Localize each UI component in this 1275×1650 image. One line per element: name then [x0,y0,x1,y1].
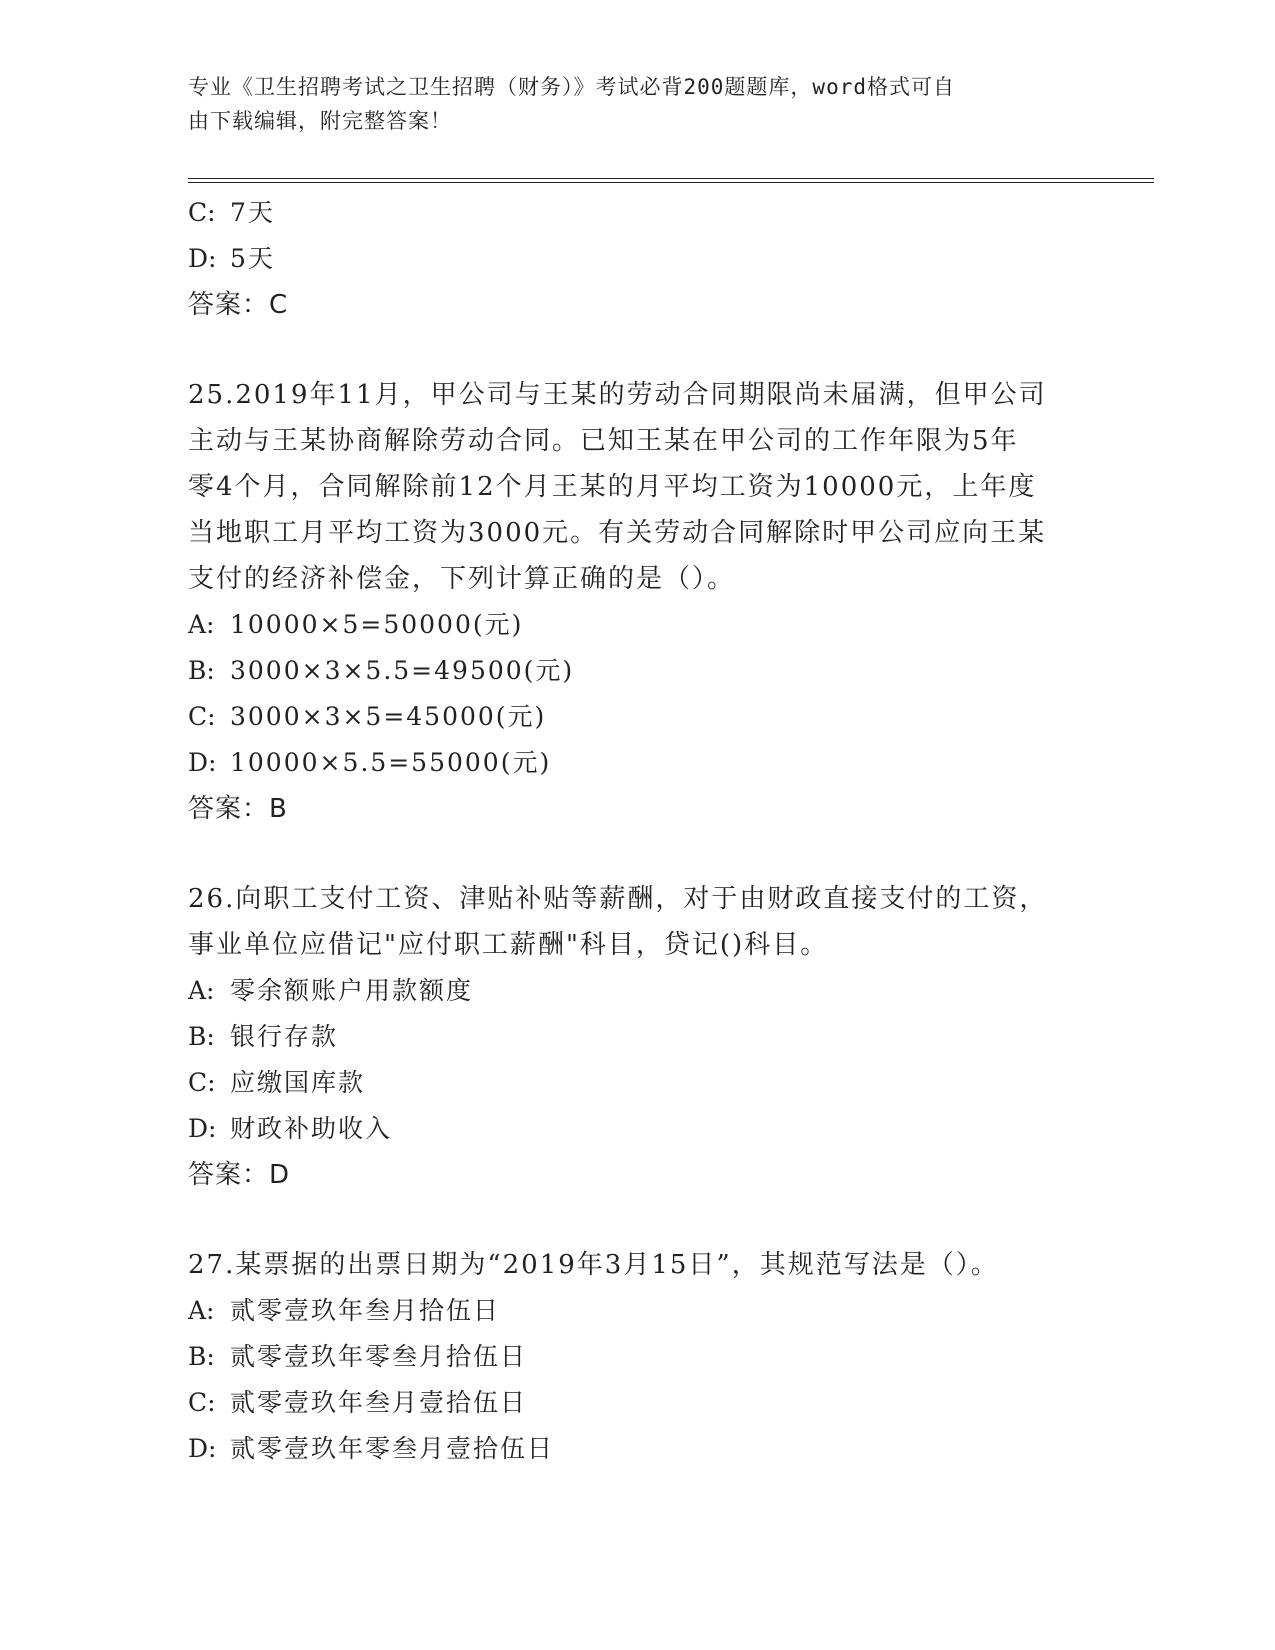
option-label: D: [188,748,217,777]
option-label: C: [188,702,216,731]
option-c [188,1060,1088,1106]
option-text: 贰零壹玖年零叁月壹拾伍日 [230,1434,555,1463]
answer: 答案：D [188,1160,291,1190]
stem-line: 当地职工月平均工资为3000元。有关劳动合同解除时甲公司应向王某 [188,518,1047,548]
option-d [188,740,1088,786]
option-a [188,968,1088,1014]
option-d [188,1426,1088,1472]
option-label: C: [188,1068,216,1097]
stem-line: 27.某票据的出票日期为“2019年3月15日”，其规范写法是（）。 [188,1250,999,1280]
option-label: B: [188,656,215,685]
option-text: 3000×3×5=45000(元) [230,702,547,731]
header-divider-top [188,178,1154,179]
option-b [188,648,1088,694]
question-stem [188,1242,1088,1288]
option-text: 贰零壹玖年叁月拾伍日 [230,1296,501,1325]
option-label: D: [188,1434,217,1463]
header-line-2: 由下载编辑，附完整答案！ [188,109,452,133]
option-text: 贰零壹玖年零叁月拾伍日 [230,1342,528,1371]
option-label: C: [188,1388,216,1417]
option-label: B: [188,1342,215,1371]
option-text: 财政补助收入 [230,1114,393,1143]
question-27 [188,1242,1088,1472]
option-label: B: [188,1022,215,1051]
stem-line: 26.向职工支付工资、津贴补贴等薪酬，对于由财政直接支付的工资， [188,884,1048,914]
option-label: A: [188,976,215,1005]
header-divider-bottom [188,182,1154,183]
option-text: 10000×5.5=55000(元) [230,748,552,777]
option-c [188,190,1088,236]
stem-line: 零4个月，合同解除前12个月王某的月平均工资为10000元，上年度 [188,472,1037,502]
option-d [188,236,1088,282]
option-text: 7天 [230,198,275,227]
option-d [188,1106,1088,1152]
document-header [188,70,1068,138]
question-25 [188,372,1088,832]
option-text: 贰零壹玖年叁月壹拾伍日 [230,1388,528,1417]
question-list [188,190,1088,1472]
option-text: 零余额账户用款额度 [230,976,474,1005]
question-stem [188,876,1088,968]
question-stem [188,372,1088,602]
option-c [188,1380,1088,1426]
option-c [188,694,1088,740]
option-text: 应缴国库款 [230,1068,366,1097]
option-a [188,602,1088,648]
option-a [188,1288,1088,1334]
option-label: D: [188,1114,217,1143]
option-label: A: [188,610,215,639]
option-label: C: [188,198,216,227]
stem-line: 主动与王某协商解除劳动合同。已知王某在甲公司的工作年限为5年 [188,426,1019,456]
option-b [188,1014,1088,1060]
answer: 答案：C [188,290,289,320]
option-text: 10000×5=50000(元) [230,610,524,639]
option-b [188,1334,1088,1380]
option-label: D: [188,244,217,273]
stem-line: 25.2019年11月，甲公司与王某的劳动合同期限尚未届满，但甲公司 [188,380,1047,410]
option-text: 3000×3×5.5=49500(元) [230,656,575,685]
stem-line: 支付的经济补偿金，下列计算正确的是（）。 [188,564,736,594]
question-26 [188,876,1088,1198]
option-label: A: [188,1296,215,1325]
stem-line: 事业单位应借记"应付职工薪酬"科目，贷记()科目。 [188,930,829,960]
answer: 答案：B [188,794,288,824]
option-text: 5天 [230,244,275,273]
question-24-tail [188,190,1088,328]
header-line-1: 专业《卫生招聘考试之卫生招聘（财务）》考试必背200题题库，word格式可自 [188,75,955,99]
option-text: 银行存款 [230,1022,339,1051]
